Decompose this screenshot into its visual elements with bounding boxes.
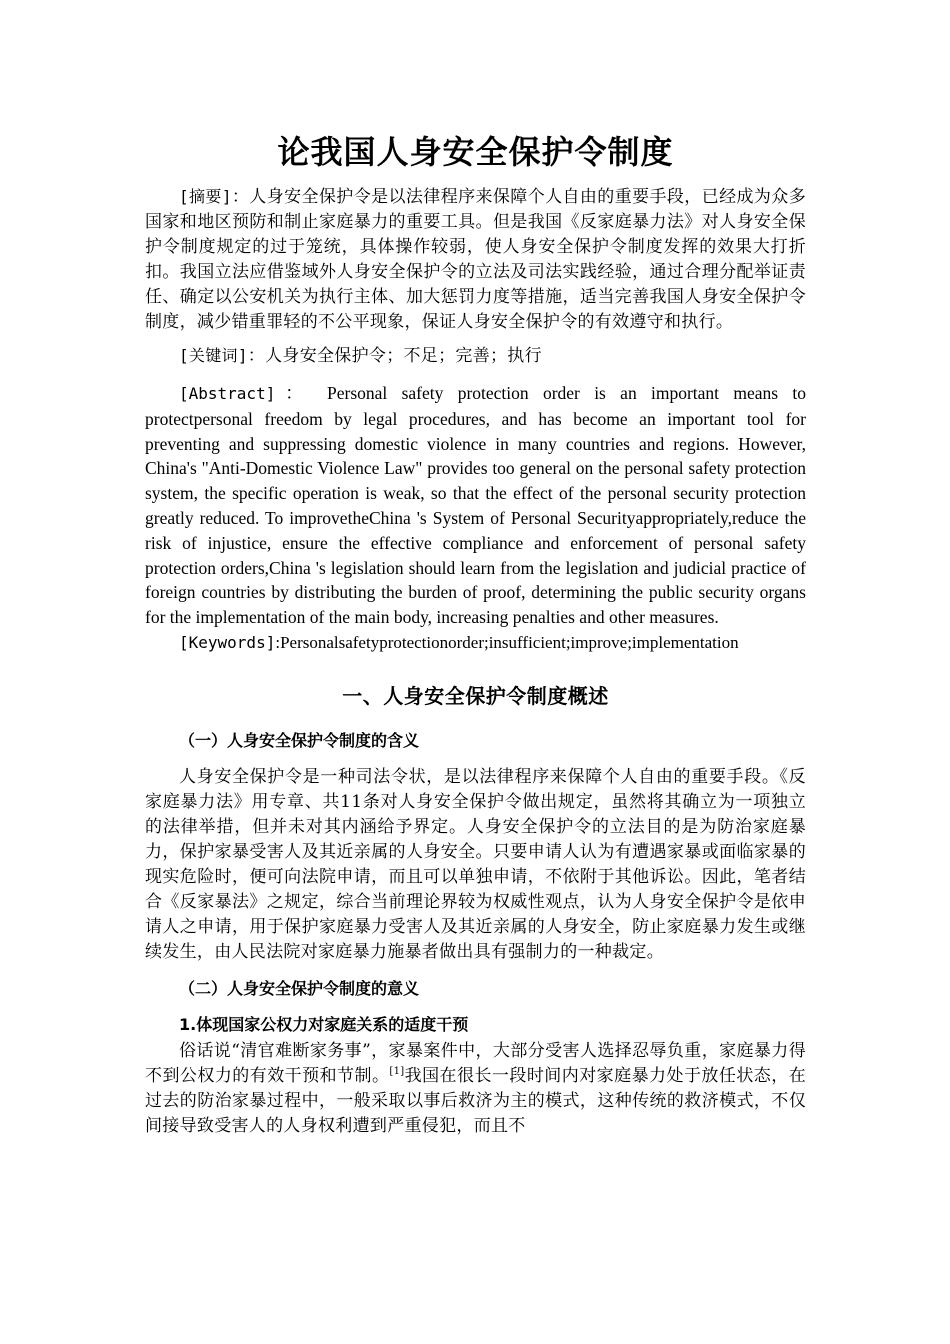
document-body — [145, 128, 806, 1139]
point-1-text-before: 俗话说“清官难断家务事”，家暴案件中，大部分受害人选择忍辱负重，家庭暴力得不到公权力的有效干预和节制。 — [145, 1040, 806, 1086]
keywords-en — [145, 630, 806, 655]
keywords-en-sep: : — [275, 632, 281, 652]
abstract-en — [145, 381, 806, 630]
keywords-en-text: Personalsafetyprotectionorder;insufficient;improve;implementation — [280, 632, 739, 652]
keywords-cn-text: 人身安全保护令；不足；完善；执行 — [265, 346, 542, 366]
abstract-en-label: [Abstract] — [179, 384, 276, 403]
section-1-heading: 一、人身安全保护令制度概述 — [342, 683, 609, 708]
abstract-en-text: Personal safety protection order is an important means to protectpersonal freedom by legal procedures, and has become an important tool for preventing and suppressing domestic violence in many countries and regions. However, China's "Anti-Domestic Violence Law" provides too general on the personal safety protection system, the specific operation is weak, so that the effect of the personal security protection greatly reduced. To improvetheChina 's System of Personal Securityappropriately,reduce the risk of injustice, ensure the effective compliance and enforcement of personal safety protection orders,China 's legislation should learn from the legislation and judicial practice of foreign countries by distributing the burden of proof, determining the public security organs for the implementation of the main body, increasing penalties and other measures. — [145, 383, 806, 628]
document-title: 论我国人身安全保护令制度 — [277, 133, 674, 171]
point-1-text-after: 我国在很长一段时间内对家庭暴力处于放任状态，在过去的防治家暴过程中，一般采取以事后救济为主的模式，这种传统的救济模式，不仅间接导致受害人的人身权利遭到严重侵犯，而且不 — [145, 1065, 806, 1136]
abstract-cn-sep: ： — [231, 187, 250, 207]
abstract-cn-text: 人身安全保护令是以法律程序来保障个人自由的重要手段，已经成为众多国家和地区预防和制止家庭暴力的重要工具。但是我国《反家庭暴力法》对人身安全保护令制度规定的过于笼统，具体操作较弱，使人身安全保护令制度发挥的效果大打折扣。我国立法应借鉴域外人身安全保护令的立法及司法实践经验，通过合理分配举证责任、确定以公安机关为执行主体、加大惩罚力度等措施，适当完善我国人身安全保护令制度，减少错重罪轻的不公平现象，保证人身安全保护令的有效遵守和执行。 — [145, 187, 807, 332]
keywords-en-label: [Keywords] — [179, 632, 276, 652]
abstract-en-sep: ： — [275, 383, 313, 403]
keywords-cn — [145, 343, 806, 369]
abstract-cn-label: [摘要] — [179, 187, 232, 206]
point-1-heading: 1.体现国家公权力对家庭关系的适度干预 — [179, 1014, 469, 1034]
keywords-cn-label: [关键词] — [179, 346, 248, 365]
point-1-text — [145, 1039, 806, 1139]
section-1-1-text: 人身安全保护令是一种司法令状，是以法律程序来保障个人自由的重要手段。《反家庭暴力法》用专章、共11条对人身安全保护令做出规定，虽然将其确立为一项独立的法律举措，但并未对其内涵给予界定。人身安全保护令的立法目的是为防治家庭暴力，保护家暴受害人及其近亲属的人身安全。只要申请人认为有遭遇家暴或面临家暴的现实危险时，便可向法院申请，而且可以单独申请，不依附于其他诉讼。因此，笔者结合《反家暴法》之规定，综合当前理论界较为权威性观点，认为人身安全保护令是依申请人之申请，用于保护家庭暴力受害人及其近亲属的人身安全，防止家庭暴力发生或继续发生，由人民法院对家庭暴力施暴者做出具有强制力的一种裁定。 — [145, 766, 806, 962]
abstract-cn — [145, 184, 806, 335]
footnote-ref[interactable]: [1] — [389, 1065, 405, 1077]
section-1-2-heading: （二）人身安全保护令制度的意义 — [179, 978, 420, 998]
section-1-1-heading: （一）人身安全保护令制度的含义 — [179, 730, 420, 750]
keywords-cn-sep: ： — [247, 346, 266, 366]
